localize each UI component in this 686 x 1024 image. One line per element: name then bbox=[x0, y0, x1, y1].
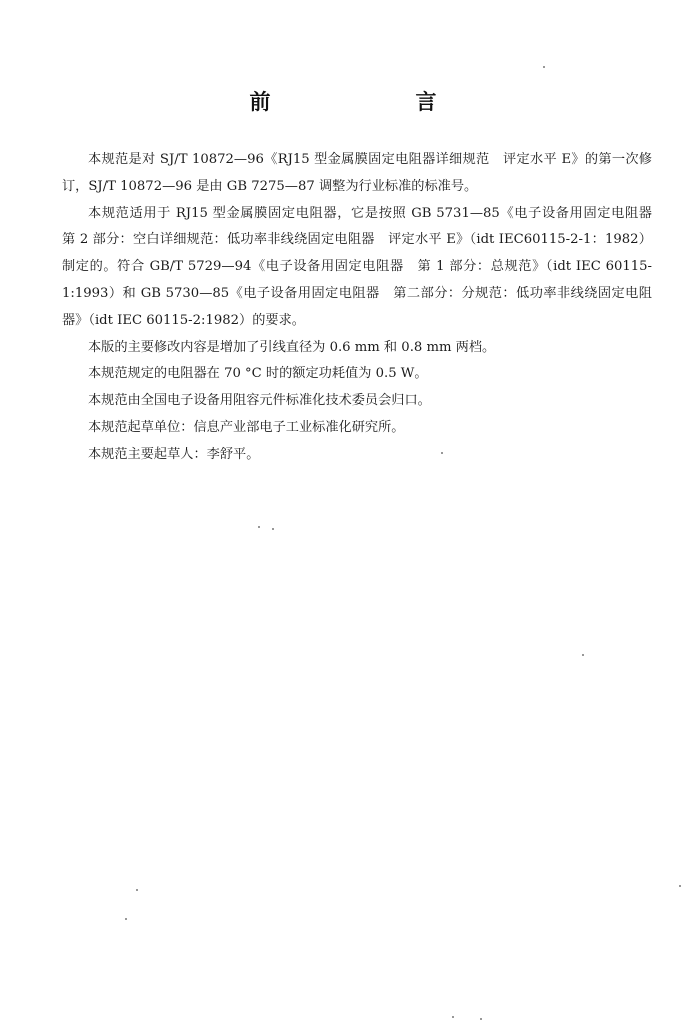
paragraph-drafting-unit: 本规范起草单位：信息产业部电子工业标准化研究所。 bbox=[88, 419, 405, 435]
foreword-body bbox=[62, 147, 666, 469]
paragraph-responsible-committee: 本规范由全国电子设备用阻容元件标准化技术委员会归口。 bbox=[88, 393, 431, 409]
paragraph-rated-power: 本规范规定的电阻器在 70 °C 时的额定功耗值为 0.5 W。 bbox=[88, 366, 428, 382]
scan-speck bbox=[441, 452, 443, 454]
scan-speck bbox=[125, 918, 127, 920]
paragraph-scope: 本规范适用于 RJ15 型金属膜固定电阻器，它是按照 GB 5731—85《电子设备用固定电阻器 第 2 部分：空白详细规范：低功率非线绕固定电阻器 评定水平 E》（idt IEC60115-2-1：1982）制定的。符合 GB/T 5729—94《电子设备用固定电阻器 第 1 部分：总规范》（idt IEC 60115-1:1993）和 GB 5730—85《电子设备用固定电阻器 第二部分：分规范：低功率非线绕固定电阻器》（idt IEC 60115-2:1982）的要求。 bbox=[62, 205, 666, 328]
scan-speck bbox=[272, 528, 274, 530]
scan-speck bbox=[258, 526, 260, 528]
paragraph-revision-note: 本规范是对 SJ/T 10872—96《RJ15 型金属膜固定电阻器详细规范 评定水平 E》的第一次修订，SJ/T 10872—96 是由 GB 7275—87 调整为行业标准的标准号。 bbox=[62, 152, 652, 194]
scan-speck bbox=[582, 654, 584, 656]
scan-speck bbox=[480, 1018, 482, 1020]
paragraph-main-changes: 本版的主要修改内容是增加了引线直径为 0.6 mm 和 0.8 mm 两档。 bbox=[88, 339, 496, 355]
scan-speck bbox=[136, 889, 138, 891]
page-title: 前 言 bbox=[249, 90, 499, 114]
paragraph-drafters: 本规范主要起草人：李舒平。 bbox=[88, 446, 260, 462]
scan-speck bbox=[452, 1016, 454, 1018]
scan-speck bbox=[543, 66, 545, 68]
scan-speck bbox=[679, 885, 681, 887]
